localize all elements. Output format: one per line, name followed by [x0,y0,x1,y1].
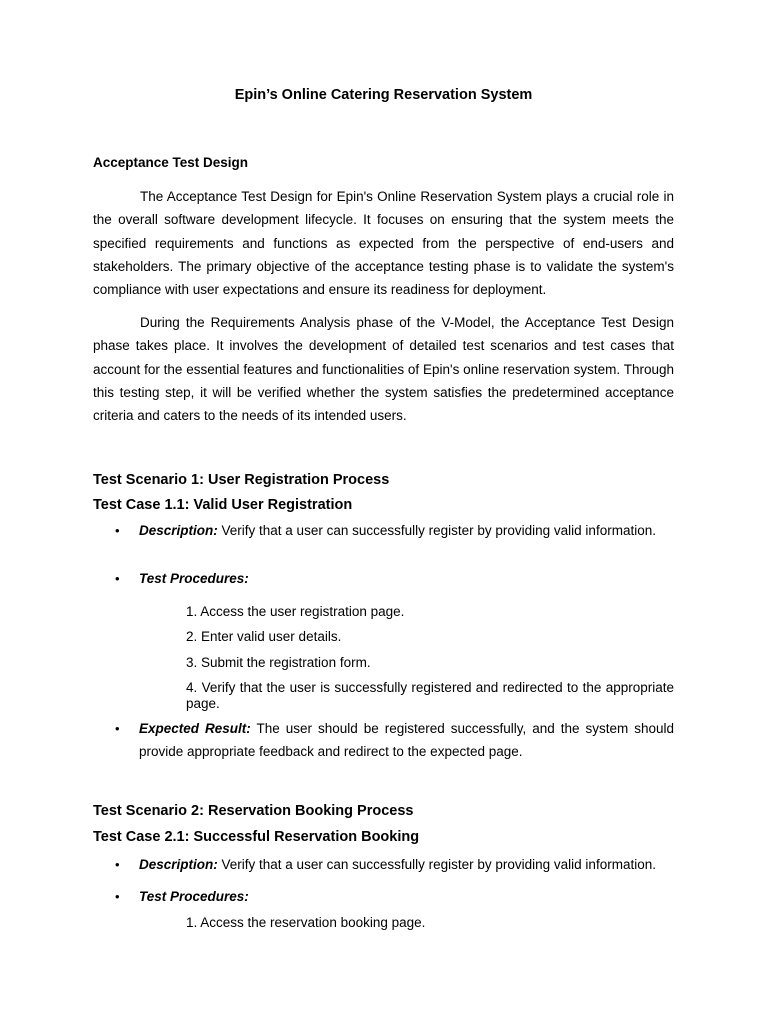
expected-result-label: Expected Result: [139,721,251,736]
bullet-icon: • [115,523,120,538]
bullet-icon: • [115,721,120,736]
procedure-step: 4. Verify that the user is successfully registered and redirected to the appropriate page. [186,680,674,711]
procedures-label: Test Procedures: [139,571,249,586]
procedures-label: Test Procedures: [139,889,249,904]
description-label: Description: [139,523,218,538]
bullet-expected-result-1 [93,717,674,764]
bullet-procedures-1 [93,567,674,590]
document-title: Epin’s Online Catering Reservation System [234,87,533,103]
description-label: Description: [139,857,218,872]
bullet-description-1 [93,519,674,542]
intro-paragraph-2: During the Requirements Analysis phase of the V-Model, the Acceptance Test Design phase takes place. It involves the development of detailed test scenarios and test cases that account for the essential features and functionalities of Epin's online reservation system. Through this testing step, it will be verified whether the system satisfies the predetermined acceptance criteria and caters to the needs of its intended users. [93,315,674,424]
bullet-procedures-2 [93,889,674,905]
procedure-step: 3. Submit the registration form. [186,655,371,670]
bullet-icon: • [115,571,120,586]
procedure-step: 2. Enter valid user details. [186,629,342,644]
description-text: Verify that a user can successfully register by providing valid information. [217,523,656,538]
scenario-1-title: Test Scenario 1: User Registration Process [93,472,390,488]
description-text: Verify that a user can successfully register by providing valid information. [217,857,656,872]
test-case-1-1-title: Test Case 1.1: Valid User Registration [93,497,353,513]
intro-paragraph-1: The Acceptance Test Design for Epin's Online Reservation System plays a crucial role in the overall software development lifecycle. It focuses on ensuring that the system meets the specified requirements and functions as expected from the perspective of end-users and stakeholders. The primary objective of the acceptance testing phase is to validate the system's compliance with user expectations and ensure its readiness for deployment. [93,189,674,298]
section-heading: Acceptance Test Design [93,155,249,170]
procedure-step: 1. Access the user registration page. [186,604,405,619]
procedure-step: 1. Access the reservation booking page. [186,915,426,930]
expected-result-text: The user should be registered successfully, and the system should provide appropriate feedback and redirect to the expected page. [139,721,675,760]
bullet-description-2 [93,857,674,873]
test-case-2-1-title: Test Case 2.1: Successful Reservation Booking [93,829,420,845]
bullet-icon: • [115,857,120,872]
bullet-icon: • [115,889,120,904]
scenario-2-title: Test Scenario 2: Reservation Booking Process [93,803,414,819]
